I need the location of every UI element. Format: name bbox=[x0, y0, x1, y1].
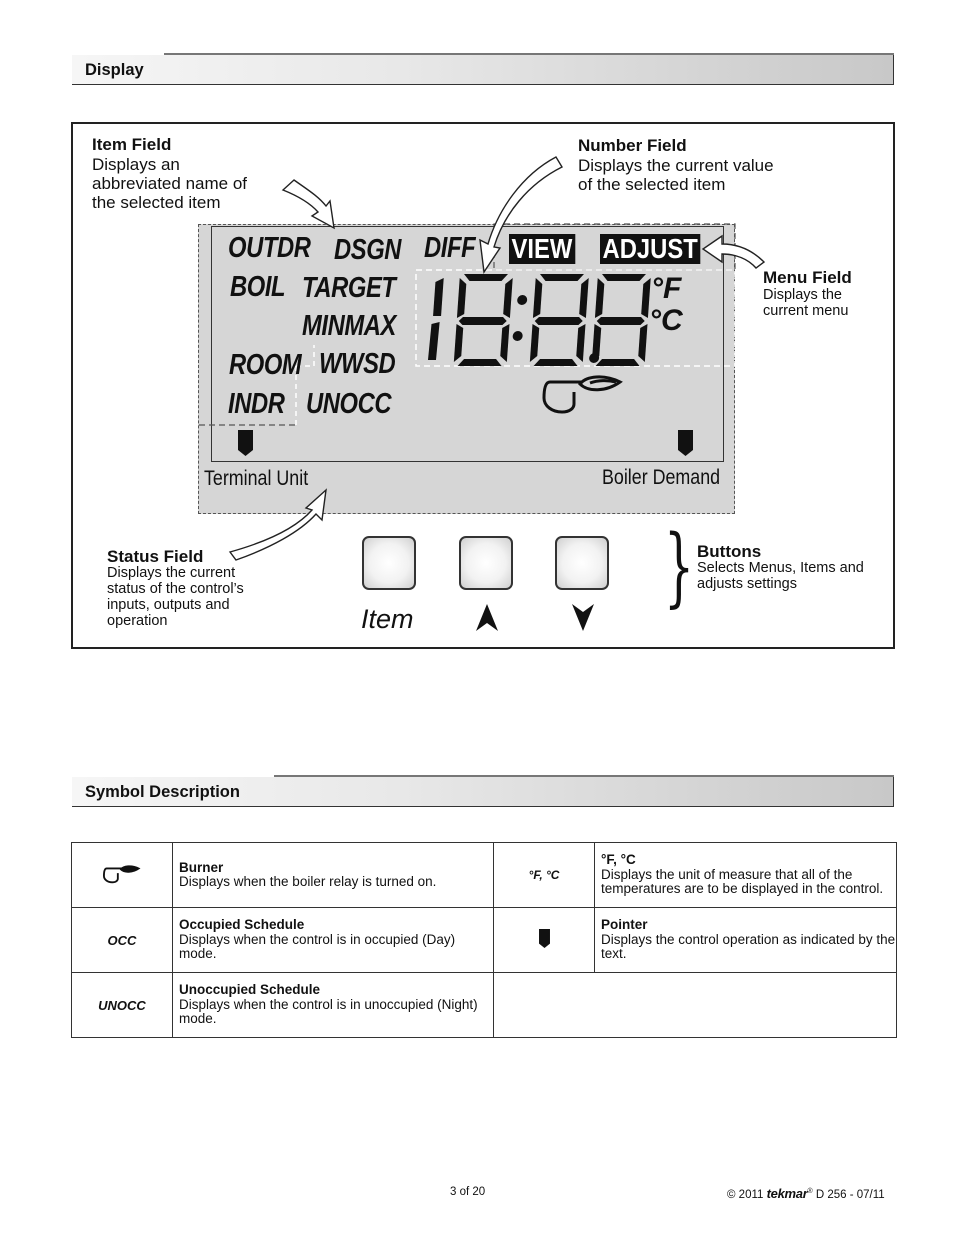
occ-text: Displays when the control is in occupied (Day) mode. bbox=[179, 931, 456, 962]
occ-symbol-cell bbox=[72, 908, 173, 973]
brand-logo: tekmar bbox=[766, 1186, 808, 1201]
down-button[interactable] bbox=[555, 536, 609, 590]
number-field-line-2: of the selected item bbox=[578, 175, 726, 194]
lcd-item-boil: BOIL bbox=[230, 271, 286, 303]
item-field-title: Item Field bbox=[92, 135, 172, 154]
lcd-unit-f: °F bbox=[651, 272, 682, 305]
pointer-icon bbox=[539, 929, 550, 948]
status-field-line-4: operation bbox=[107, 613, 168, 629]
units-text: Displays the unit of measure that all of the temperatures are to be displayed in the control. bbox=[601, 866, 884, 897]
burner-symbol-cell bbox=[72, 843, 173, 908]
occ-symbol: OCC bbox=[107, 932, 137, 948]
brace-icon: } bbox=[664, 517, 695, 617]
burner-text: Displays when the boiler relay is turned on. bbox=[179, 874, 437, 889]
unocc-text: Displays when the control is in unoccupied (Night) mode. bbox=[179, 996, 478, 1027]
lcd-item-minmax: MINMAX bbox=[302, 310, 396, 342]
item-button[interactable] bbox=[362, 536, 416, 590]
occ-description bbox=[173, 908, 494, 973]
status-field-line-1: Displays the current bbox=[107, 565, 236, 581]
pointer-symbol-cell bbox=[494, 908, 595, 973]
pointer-title: Pointer bbox=[601, 917, 648, 933]
occ-title: Occupied Schedule bbox=[179, 917, 305, 933]
buttons-line-1: Selects Menus, Items and bbox=[697, 560, 864, 576]
display-header-title: Display bbox=[85, 61, 144, 79]
pointer-description bbox=[595, 908, 897, 973]
item-button-label: Item bbox=[361, 604, 414, 634]
lcd-item-outdr: OUTDR bbox=[228, 232, 311, 264]
lcd-item-indr: INDR bbox=[228, 388, 285, 420]
item-field-line-2: abbreviated name of bbox=[92, 174, 247, 193]
units-description bbox=[595, 843, 897, 908]
pointer-text: Displays the control operation as indicated by the text. bbox=[601, 931, 896, 962]
number-field-line-1: Displays the current value bbox=[578, 156, 774, 175]
up-button[interactable] bbox=[459, 536, 513, 590]
symbol-table bbox=[71, 842, 897, 1038]
lcd-item-diff: DIFF bbox=[424, 232, 476, 264]
buttons-title: Buttons bbox=[697, 542, 762, 561]
footer-copyright bbox=[727, 1186, 885, 1201]
burner-title: Burner bbox=[179, 859, 224, 875]
menu-field-line-1: Displays the bbox=[763, 287, 842, 303]
menu-field-title: Menu Field bbox=[763, 268, 852, 287]
status-field-line-2: status of the control’s bbox=[107, 581, 244, 597]
item-field-line-3: the selected item bbox=[92, 193, 221, 212]
copyright-text: © 2011 bbox=[727, 1189, 764, 1201]
lcd-unit-c: °C bbox=[649, 304, 683, 337]
status-field-title: Status Field bbox=[107, 547, 204, 566]
units-symbol-cell bbox=[494, 843, 595, 908]
lcd-item-wwsd: WWSD bbox=[319, 348, 396, 380]
lcd-menu-view: VIEW bbox=[509, 234, 575, 264]
page-number: 3 of 20 bbox=[450, 1186, 486, 1198]
unocc-description bbox=[173, 973, 494, 1038]
lcd-item-dsgn: DSGN bbox=[334, 234, 402, 266]
lcd-status-boiler-demand: Boiler Demand bbox=[602, 466, 721, 489]
symbol-section-header bbox=[72, 777, 894, 807]
burner-icon bbox=[103, 864, 141, 884]
units-title: °F, °C bbox=[601, 852, 636, 868]
buttons-line-2: adjusts settings bbox=[697, 576, 797, 592]
unocc-title: Unoccupied Schedule bbox=[179, 982, 321, 998]
unocc-symbol-cell bbox=[72, 973, 173, 1038]
item-field-line-1: Displays an bbox=[92, 155, 180, 174]
symbol-header-title: Symbol Description bbox=[85, 783, 240, 801]
unocc-symbol: UNOCC bbox=[98, 997, 146, 1013]
registered-mark: ® bbox=[807, 1188, 813, 1196]
lcd-item-unocc: UNOCC bbox=[306, 388, 392, 420]
number-field-title: Number Field bbox=[578, 136, 687, 155]
lcd-menu-adjust: ADJUST bbox=[600, 234, 700, 264]
doc-code: D 256 - 07/11 bbox=[815, 1189, 885, 1201]
lcd-item-target: TARGET bbox=[302, 272, 396, 304]
lcd-item-room: ROOM bbox=[229, 349, 302, 381]
down-arrow-icon bbox=[572, 604, 594, 632]
status-field-line-3: inputs, outputs and bbox=[107, 597, 230, 613]
lcd-status-terminal-unit: Terminal Unit bbox=[204, 467, 309, 490]
burner-description bbox=[173, 843, 494, 908]
up-arrow-icon bbox=[476, 604, 498, 632]
menu-field-line-2: current menu bbox=[763, 303, 849, 319]
empty-cell bbox=[494, 973, 897, 1038]
units-symbol: °F, °C bbox=[528, 868, 560, 882]
